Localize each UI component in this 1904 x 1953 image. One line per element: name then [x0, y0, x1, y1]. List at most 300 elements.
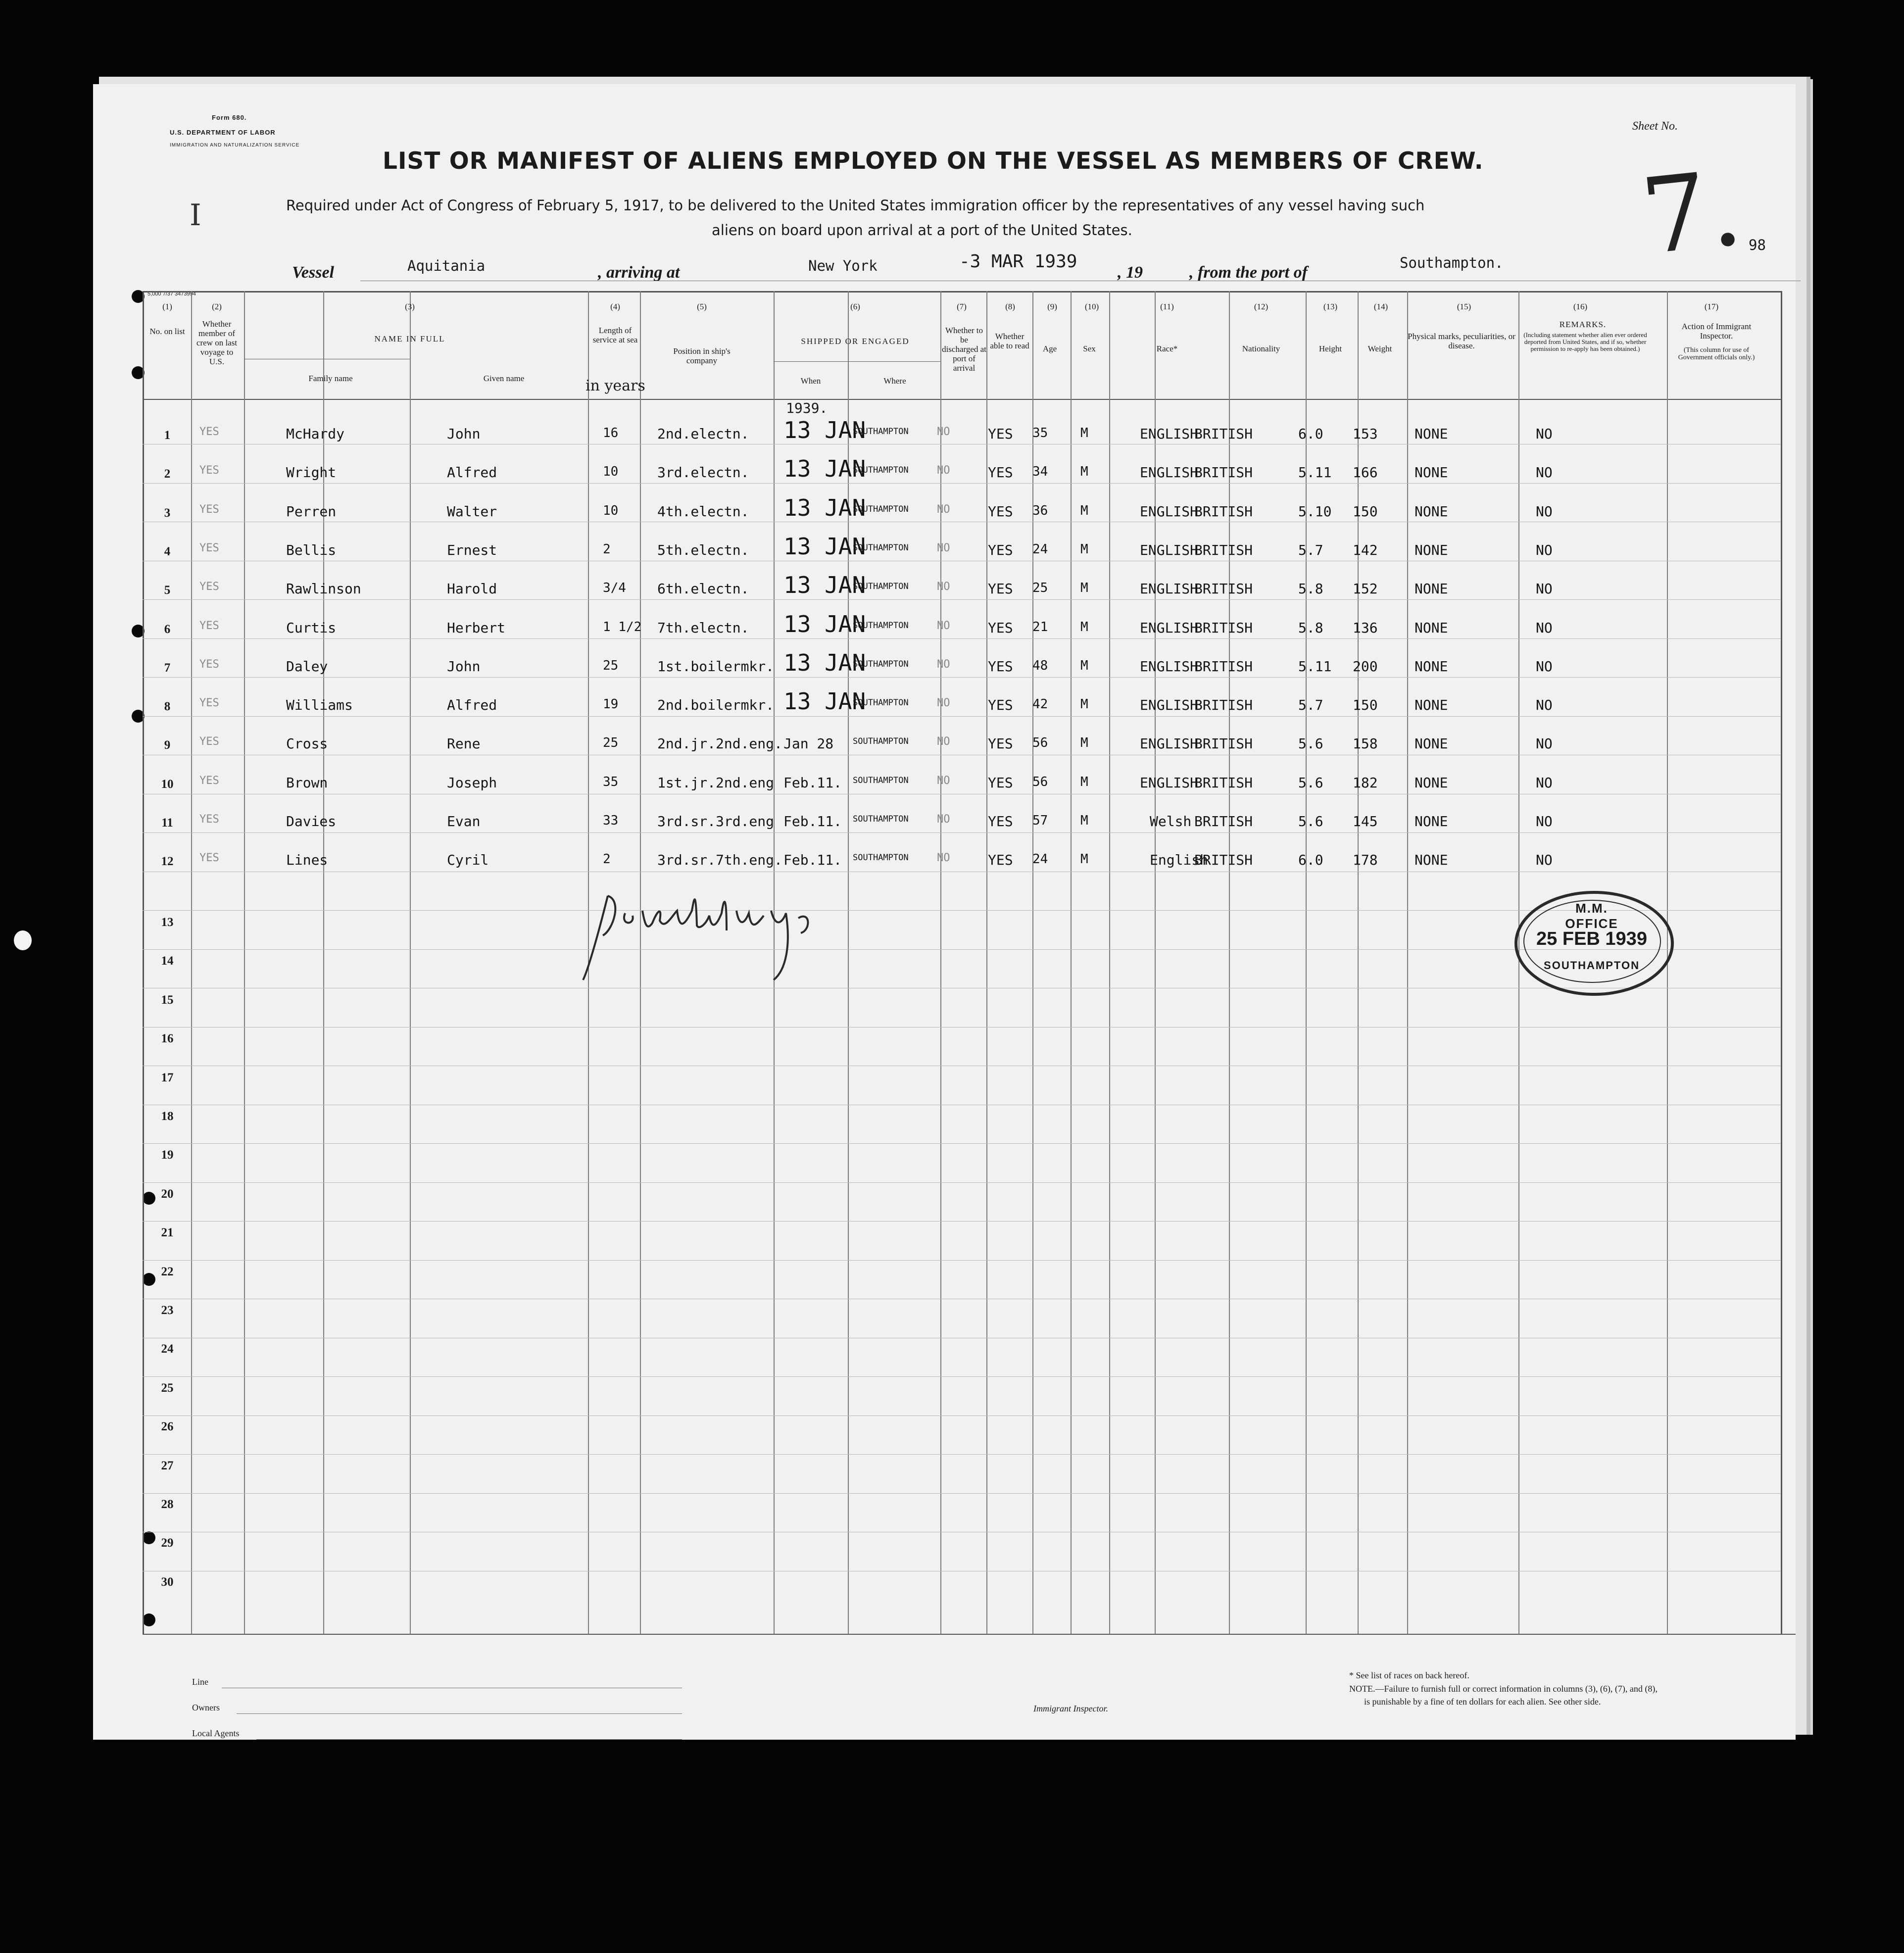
cell-position: 3rd.electn.: [657, 464, 749, 481]
cell-when: 13 JAN: [783, 610, 866, 637]
cell-nat: BRITISH: [1194, 735, 1253, 752]
year-label: , 19: [1118, 263, 1143, 282]
cell-disch: NO: [937, 697, 950, 710]
empty-row-number: 24: [161, 1342, 174, 1356]
cell-crew: YES: [199, 426, 219, 438]
col-num-10: (10): [1084, 302, 1099, 311]
cell-where: SOUTHAMPTON: [853, 427, 909, 437]
cell-marks: NONE: [1415, 619, 1448, 636]
cell-disch: NO: [937, 503, 950, 516]
cell-where: SOUTHAMPTON: [853, 465, 909, 476]
footer-agents-label: Local Agents: [192, 1728, 240, 1738]
cell-crew: YES: [199, 774, 219, 787]
empty-row-number: 23: [161, 1304, 174, 1317]
empty-row-number: 29: [161, 1536, 174, 1550]
cell-where: SOUTHAMPTON: [853, 582, 909, 592]
cell-disch: NO: [937, 658, 950, 671]
race-note: * See list of races on back hereof.: [1349, 1670, 1469, 1680]
cell-height: 5.11: [1298, 464, 1332, 481]
from-port-label: , from the port of: [1189, 263, 1308, 282]
manifest-sheet: [93, 84, 1796, 1740]
empty-row-number: 28: [161, 1498, 174, 1511]
column-rule: [1306, 291, 1307, 1634]
header-weight: Weight: [1367, 344, 1392, 353]
header-race: Race*: [1156, 344, 1178, 353]
cell-family: Perren: [286, 503, 337, 520]
cell-service: 10: [603, 464, 619, 480]
cell-crew: YES: [199, 735, 219, 748]
cell-family: Williams: [286, 697, 353, 714]
header-physical-marks: Physical marks, peculiarities, or disease.: [1408, 332, 1515, 350]
cell-sex: M: [1080, 619, 1088, 635]
inspector-signature: [578, 876, 835, 1005]
header-where: Where: [883, 376, 906, 386]
cell-race: ENGLISH: [1140, 581, 1199, 597]
cell-given: Walter: [447, 503, 497, 520]
column-rule: [1229, 291, 1230, 1634]
cell-service: 2: [603, 541, 611, 557]
cell-read: YES: [988, 735, 1013, 752]
cell-age: 57: [1032, 813, 1048, 828]
cell-sex: M: [1080, 503, 1088, 518]
cell-sex: M: [1080, 852, 1088, 867]
header-crew-last-voyage: Whether member of crew on last voyage to U.S.: [196, 319, 238, 366]
header-family-name: Family name: [308, 374, 353, 383]
cell-height: 5.7: [1298, 541, 1323, 558]
empty-row-number: 16: [161, 1032, 174, 1046]
header-when: When: [800, 376, 821, 386]
cell-when: Feb.11.: [783, 852, 842, 869]
cell-service: 25: [603, 658, 619, 673]
cell-age: 25: [1032, 581, 1048, 596]
cell-when: 13 JAN: [783, 533, 866, 560]
cell-nat: BRITISH: [1194, 464, 1253, 481]
cell-age: 56: [1032, 735, 1048, 751]
row-number: 6: [164, 622, 171, 636]
cell-family: Curtis: [286, 619, 337, 636]
row-rule: [143, 1493, 1781, 1494]
row-number: 2: [164, 467, 171, 481]
from-port: Southampton.: [1400, 254, 1504, 271]
column-rule: [244, 291, 245, 1634]
cell-disch: NO: [937, 619, 950, 632]
cell-family: Cross: [286, 735, 328, 752]
cell-race: ENGLISH: [1140, 697, 1199, 714]
row-number: 7: [164, 661, 171, 675]
row-number: 10: [161, 777, 174, 791]
cell-height: 5.6: [1298, 774, 1323, 791]
cell-given: Ernest: [447, 541, 497, 558]
cell-given: Evan: [447, 813, 481, 830]
vessel-label: Vessel: [292, 263, 334, 282]
column-rule: [1071, 291, 1072, 1634]
footer-agents-rule: [256, 1739, 682, 1740]
cell-weight: 178: [1353, 852, 1378, 869]
col-num-5: (5): [697, 302, 707, 311]
cell-crew: YES: [199, 619, 219, 632]
cell-height: 5.7: [1298, 697, 1323, 714]
row-rule: [143, 638, 1781, 639]
print-code: 5,000 7/37 3473994: [147, 291, 196, 297]
header-length-of-service: Length of service at sea: [592, 326, 638, 344]
column-rule: [1781, 291, 1782, 1634]
cell-nat: BRITISH: [1194, 813, 1253, 830]
cell-sex: M: [1080, 658, 1088, 673]
handwritten-mark: I: [190, 198, 201, 233]
empty-row-number: 30: [161, 1575, 174, 1589]
cell-remarks: NO: [1536, 735, 1553, 752]
col-num-1: (1): [162, 302, 172, 311]
col-num-11: (11): [1160, 302, 1174, 311]
cell-family: Lines: [286, 852, 328, 869]
cell-given: Alfred: [447, 697, 497, 714]
cell-where: SOUTHAMPTON: [853, 775, 909, 785]
cell-age: 24: [1032, 541, 1048, 557]
cell-where: SOUTHAMPTON: [853, 620, 909, 631]
empty-row-number: 15: [161, 993, 174, 1007]
cell-given: Harold: [447, 581, 497, 597]
cell-weight: 142: [1353, 541, 1378, 558]
header-sex: Sex: [1083, 344, 1096, 353]
cell-position: 6th.electn.: [657, 581, 749, 597]
row-rule: [143, 677, 1781, 678]
cell-position: 2nd.boilermkr.: [657, 697, 775, 714]
cell-when: 13 JAN: [783, 494, 866, 521]
empty-row-number: 20: [161, 1187, 174, 1201]
fine-note-2: is punishable by a fine of ten dollars for each alien. See other side.: [1364, 1697, 1601, 1707]
cell-marks: NONE: [1415, 774, 1448, 791]
cell-crew: YES: [199, 503, 219, 516]
cell-service: 16: [603, 426, 619, 440]
empty-row-number: 27: [161, 1459, 174, 1472]
column-rule: [986, 291, 987, 1634]
cell-read: YES: [988, 774, 1013, 791]
cell-where: SOUTHAMPTON: [853, 659, 909, 669]
cell-race: ENGLISH: [1140, 619, 1199, 636]
cell-sex: M: [1080, 774, 1088, 789]
cell-position: 1st.boilermkr.: [657, 658, 775, 675]
cell-sex: M: [1080, 581, 1088, 596]
cell-disch: NO: [937, 541, 950, 554]
cell-weight: 152: [1353, 581, 1378, 597]
cell-remarks: NO: [1536, 774, 1553, 791]
footer-line-label: Line: [192, 1677, 208, 1687]
sheet-label: Sheet No.: [1632, 120, 1678, 133]
cell-remarks: NO: [1536, 464, 1553, 481]
cell-read: YES: [988, 541, 1013, 558]
cell-marks: NONE: [1415, 503, 1448, 520]
cell-family: Rawlinson: [286, 581, 361, 597]
stamp-top-text: M.M. OFFICE: [1565, 901, 1618, 931]
cell-family: Daley: [286, 658, 328, 675]
cell-family: Wright: [286, 464, 337, 481]
cell-marks: NONE: [1415, 697, 1448, 714]
col-num-12: (12): [1254, 302, 1269, 311]
cell-remarks: NO: [1536, 697, 1553, 714]
date-stamp: -3 MAR 1939: [959, 251, 1077, 272]
cell-weight: 200: [1353, 658, 1378, 675]
column-rule: [940, 291, 941, 1634]
empty-row-number: 22: [161, 1265, 174, 1278]
cell-position: 1st.jr.2nd.eng: [657, 774, 775, 791]
cell-disch: NO: [937, 852, 950, 865]
header-position: Position in ship's company: [673, 346, 731, 365]
cell-age: 35: [1032, 426, 1048, 440]
cell-service: 1 1/2: [603, 619, 642, 635]
cell-disch: NO: [937, 813, 950, 826]
cell-family: Brown: [286, 774, 328, 791]
cell-given: Cyril: [447, 852, 489, 869]
cell-when: 13 JAN: [783, 649, 866, 676]
cell-position: 4th.electn.: [657, 503, 749, 520]
col-num-15: (15): [1457, 302, 1471, 311]
cell-when: 13 JAN: [783, 417, 866, 443]
cell-nat: BRITISH: [1194, 581, 1253, 597]
column-rule: [1518, 291, 1519, 1634]
cell-family: Davies: [286, 813, 337, 830]
empty-row-number: 13: [161, 916, 174, 929]
header-remarks-sub: (Including statement whether alien ever ordered deported from United States, and if so, whether permission to re-apply has been obtained.): [1523, 331, 1647, 352]
row-rule: [143, 599, 1781, 600]
header-in-years: in years: [586, 377, 645, 394]
cell-disch: NO: [937, 735, 950, 748]
column-rule: [143, 291, 144, 1634]
cell-marks: NONE: [1415, 735, 1448, 752]
cell-given: John: [447, 426, 481, 442]
cell-nat: BRITISH: [1194, 541, 1253, 558]
cell-age: 36: [1032, 503, 1048, 518]
cell-marks: NONE: [1415, 426, 1448, 442]
cell-read: YES: [988, 619, 1013, 636]
cell-given: John: [447, 658, 481, 675]
cell-crew: YES: [199, 813, 219, 826]
cell-given: Joseph: [447, 774, 497, 791]
cell-nat: BRITISH: [1194, 503, 1253, 520]
cell-read: YES: [988, 697, 1013, 714]
header-age: Age: [1042, 344, 1057, 353]
table-bottom-rule: [143, 1634, 1796, 1635]
row-number: 9: [164, 738, 171, 752]
cell-where: SOUTHAMPTON: [853, 853, 909, 863]
cell-race: ENGLISH: [1140, 735, 1199, 752]
department: U.S. DEPARTMENT OF LABOR: [170, 129, 276, 136]
cell-read: YES: [988, 464, 1013, 481]
cell-read: YES: [988, 813, 1013, 830]
cell-nat: BRITISH: [1194, 658, 1253, 675]
cell-service: 2: [603, 852, 611, 867]
cell-position: 5th.electn.: [657, 541, 749, 558]
cell-where: SOUTHAMPTON: [853, 814, 909, 824]
column-rule: [848, 291, 849, 1634]
cell-remarks: NO: [1536, 658, 1553, 675]
row-rule: [143, 483, 1781, 484]
cell-when: Jan 28: [783, 735, 834, 752]
cell-when: 13 JAN: [783, 688, 866, 715]
cell-position: 7th.electn.: [657, 619, 749, 636]
cell-age: 56: [1032, 774, 1048, 789]
cell-crew: YES: [199, 541, 219, 554]
cell-sex: M: [1080, 735, 1088, 751]
cell-when: 13 JAN: [783, 455, 866, 483]
cell-marks: NONE: [1415, 541, 1448, 558]
col-num-17: (17): [1704, 302, 1719, 311]
cell-crew: YES: [199, 581, 219, 593]
cell-service: 3/4: [603, 581, 626, 596]
cell-race: ENGLISH: [1140, 464, 1199, 481]
cell-nat: BRITISH: [1194, 774, 1253, 791]
cell-marks: NONE: [1415, 813, 1448, 830]
cell-nat: BRITISH: [1194, 619, 1253, 636]
row-number: 11: [161, 816, 173, 830]
empty-row-number: 18: [161, 1110, 174, 1123]
cell-height: 5.6: [1298, 735, 1323, 752]
cell-where: SOUTHAMPTON: [853, 542, 909, 553]
header-bottom-rule: [143, 399, 1781, 400]
cell-height: 5.6: [1298, 813, 1323, 830]
cell-age: 48: [1032, 658, 1048, 673]
cell-marks: NONE: [1415, 658, 1448, 675]
cell-given: Rene: [447, 735, 481, 752]
table-top-rule: [143, 291, 1781, 293]
cell-remarks: NO: [1536, 852, 1553, 869]
cell-remarks: NO: [1536, 426, 1553, 442]
col-num-2: (2): [212, 302, 222, 311]
page-title: LIST OR MANIFEST OF ALIENS EMPLOYED ON THE VESSEL AS MEMBERS OF CREW.: [383, 147, 1484, 175]
cell-age: 34: [1032, 464, 1048, 480]
cell-race: Welsh: [1150, 813, 1192, 830]
col-num-13: (13): [1323, 302, 1338, 311]
row-rule: [143, 1143, 1781, 1144]
col-num-9: (9): [1047, 302, 1057, 311]
cell-weight: 150: [1353, 697, 1378, 714]
empty-row-number: 17: [161, 1071, 174, 1084]
cell-when: Feb.11.: [783, 813, 842, 830]
header-sub-rule: [774, 361, 940, 362]
column-rule: [191, 291, 192, 1634]
cell-race: ENGLISH: [1140, 541, 1199, 558]
column-rule: [1032, 291, 1033, 1634]
subtitle-line2: aliens on board upon arrival at a port of the United States.: [712, 222, 1132, 239]
cell-service: 19: [603, 697, 619, 712]
punch-hole: [143, 1613, 155, 1626]
header-nationality: Nationality: [1242, 344, 1280, 353]
vessel-name: Aquitania: [407, 257, 486, 274]
cell-marks: NONE: [1415, 852, 1448, 869]
cell-position: 2nd.electn.: [657, 426, 749, 442]
cell-disch: NO: [937, 464, 950, 477]
cell-given: Alfred: [447, 464, 497, 481]
cell-disch: NO: [937, 774, 950, 787]
empty-row-number: 19: [161, 1148, 174, 1162]
cell-sex: M: [1080, 541, 1088, 557]
cell-service: 10: [603, 503, 619, 518]
subtitle-line1: Required under Act of Congress of February 5, 1917, to be delivered to the United States immigration officer by the representatives of any vessel having such: [286, 197, 1425, 214]
cell-weight: 153: [1353, 426, 1378, 442]
year-1939: 1939.: [786, 400, 828, 416]
cell-height: 5.8: [1298, 619, 1323, 636]
row-rule: [143, 1454, 1781, 1455]
empty-row-number: 21: [161, 1226, 174, 1240]
cell-remarks: NO: [1536, 813, 1553, 830]
cell-when: 13 JAN: [783, 572, 866, 599]
column-rule: [1109, 291, 1110, 1634]
cell-race: ENGLISH: [1140, 658, 1199, 675]
cell-weight: 150: [1353, 503, 1378, 520]
cell-nat: BRITISH: [1194, 426, 1253, 442]
stamp-date: 25 FEB 1939: [1536, 928, 1647, 949]
col-num-3: (3): [405, 302, 415, 311]
empty-row-number: 14: [161, 954, 174, 968]
cell-nat: BRITISH: [1194, 852, 1253, 869]
cell-crew: YES: [199, 464, 219, 477]
row-number: 8: [164, 700, 171, 714]
empty-row-number: 26: [161, 1420, 174, 1434]
cell-when: Feb.11.: [783, 774, 842, 791]
service: IMMIGRATION AND NATURALIZATION SERVICE: [170, 143, 300, 148]
arriving-port: New York: [808, 257, 878, 274]
footer-owners-rule: [237, 1713, 682, 1714]
cell-age: 24: [1032, 852, 1048, 867]
cell-crew: YES: [199, 697, 219, 710]
header-no-on-list: No. on list: [149, 327, 185, 336]
column-rule: [1358, 291, 1359, 1634]
cell-read: YES: [988, 503, 1013, 520]
header-action-sub: (This column for use of Government officials only.): [1678, 346, 1755, 361]
cell-position: 3rd.sr.3rd.eng: [657, 813, 775, 830]
empty-row-number: 25: [161, 1381, 174, 1395]
cell-sex: M: [1080, 464, 1088, 480]
cell-crew: YES: [199, 852, 219, 865]
cell-remarks: NO: [1536, 581, 1553, 597]
header-given-name: Given name: [483, 374, 525, 383]
col-num-8: (8): [1005, 302, 1015, 311]
cell-weight: 182: [1353, 774, 1378, 791]
header-action-inspector: Action of Immigrant Inspector.: [1681, 322, 1752, 341]
cell-remarks: NO: [1536, 619, 1553, 636]
cell-where: SOUTHAMPTON: [853, 698, 909, 708]
cell-weight: 166: [1353, 464, 1378, 481]
cell-sex: M: [1080, 697, 1088, 712]
cell-weight: 158: [1353, 735, 1378, 752]
row-number: 5: [164, 584, 171, 597]
col-num-4: (4): [610, 302, 620, 311]
row-number: 3: [164, 506, 171, 520]
row-number: 4: [164, 544, 171, 558]
col-num-16: (16): [1573, 302, 1588, 311]
column-rule: [323, 291, 324, 1634]
row-rule: [143, 1260, 1781, 1261]
cell-crew: YES: [199, 658, 219, 671]
cell-read: YES: [988, 852, 1013, 869]
header-discharged: Whether to be discharged at port of arrival: [942, 326, 986, 373]
cell-given: Herbert: [447, 619, 506, 636]
cell-read: YES: [988, 426, 1013, 442]
cell-service: 33: [603, 813, 619, 828]
cell-race: ENGLISH: [1140, 426, 1199, 442]
cell-where: SOUTHAMPTON: [853, 504, 909, 514]
cell-position: 2nd.jr.2nd.eng.: [657, 735, 782, 752]
row-rule: [143, 1376, 1781, 1377]
cell-disch: NO: [937, 426, 950, 438]
row-rule: [143, 832, 1781, 833]
cell-marks: NONE: [1415, 581, 1448, 597]
cell-race: ENGLISH: [1140, 774, 1199, 791]
cell-height: 6.0: [1298, 426, 1323, 442]
cell-height: 5.10: [1298, 503, 1332, 520]
cell-position: 3rd.sr.7th.eng.: [657, 852, 782, 869]
cell-read: YES: [988, 658, 1013, 675]
cell-weight: 136: [1353, 619, 1378, 636]
